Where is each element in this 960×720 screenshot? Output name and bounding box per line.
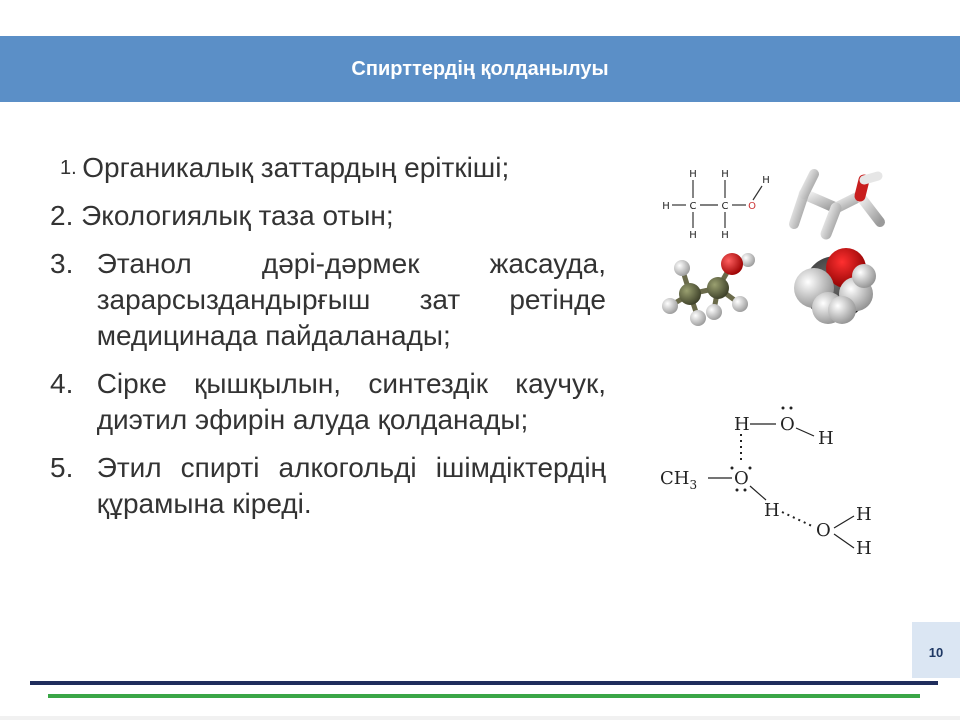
atom-label: H xyxy=(689,230,697,241)
ethanol-structural-formula xyxy=(656,164,780,246)
item-number: 1. xyxy=(60,157,83,179)
item-number: 3. xyxy=(50,248,97,279)
atom-label: H xyxy=(721,230,729,241)
atom-label: C xyxy=(721,201,729,212)
ch3-label: $CH_3$ xyxy=(660,468,698,492)
item-number: 4. xyxy=(50,368,97,399)
atom-label: H xyxy=(721,169,729,180)
atom-label: H xyxy=(856,504,872,525)
list-item xyxy=(50,198,606,234)
ethanol-ball-stick-model xyxy=(656,248,780,328)
item-number: 5. xyxy=(50,452,97,483)
list-item xyxy=(50,150,606,186)
atom-label: C xyxy=(689,201,697,212)
atom-label: H xyxy=(734,414,750,435)
atom-label: O xyxy=(748,201,756,212)
item-text: Этил спирті алкогольді ішімдіктердің құрамына кіреді. xyxy=(96,452,606,519)
footer-line-navy xyxy=(30,681,938,685)
list-item xyxy=(50,450,606,522)
ethanol-space-filling-model xyxy=(784,248,896,330)
atom-label: H xyxy=(689,169,697,180)
ethanol-stick-model xyxy=(784,164,896,246)
atom-label: H xyxy=(764,500,780,521)
atom-label: H xyxy=(662,201,670,212)
item-text: Сірке қышқылын, синтездік каучук, диэтил эфирін алуда қолданады; xyxy=(96,368,606,435)
item-text: Этанол дәрі-дәрмек жасауда, зарарсыздандырғыш зат ретінде медицинада пайдаланады; xyxy=(96,248,606,351)
atom-label: O xyxy=(780,414,795,435)
item-number: 2. xyxy=(50,200,82,231)
title-bar xyxy=(0,36,960,102)
atom-label: O xyxy=(816,520,831,541)
list-item xyxy=(50,366,606,438)
atom-label: H xyxy=(856,538,872,559)
slide-title: Спирттердің қолданылуы xyxy=(351,57,609,80)
footer-line-green xyxy=(48,694,920,698)
list-item xyxy=(50,246,606,354)
item-text: Экологиялық таза отын; xyxy=(81,200,394,231)
bottom-strip xyxy=(0,716,960,720)
atom-label: H xyxy=(762,175,770,186)
page-number: 10 xyxy=(928,645,944,660)
item-text: Органикалық заттардың еріткіші; xyxy=(82,152,510,183)
atom-label: O xyxy=(734,468,749,489)
content-list xyxy=(50,150,606,534)
hydrogen-bond-diagram xyxy=(652,398,902,568)
atom-label: H xyxy=(818,428,834,449)
